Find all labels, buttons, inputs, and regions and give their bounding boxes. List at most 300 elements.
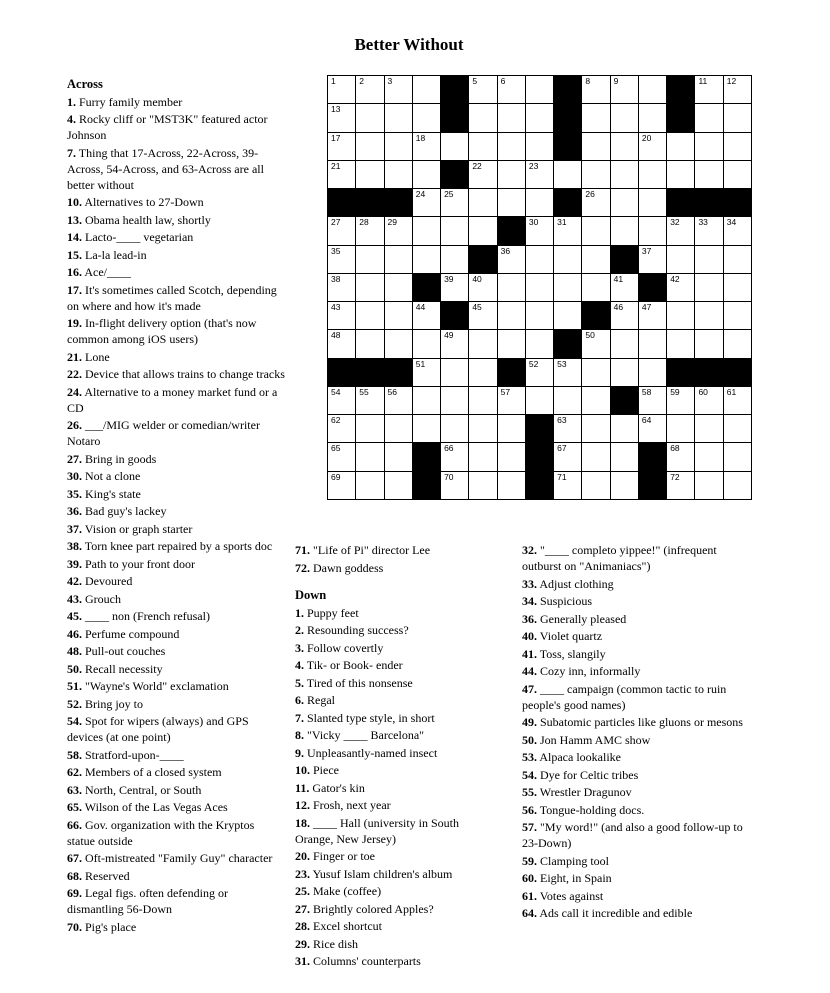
grid-cell[interactable] xyxy=(468,358,496,386)
grid-cell[interactable] xyxy=(355,103,383,131)
clue xyxy=(67,247,285,263)
clue-number: 1. xyxy=(295,605,304,620)
grid-cell[interactable] xyxy=(440,358,468,386)
clue xyxy=(522,576,744,592)
grid-cell[interactable] xyxy=(610,273,638,301)
grid-cell[interactable] xyxy=(666,301,694,329)
clue-number: 50. xyxy=(67,661,82,676)
grid-cell[interactable] xyxy=(384,471,412,499)
grid-cell[interactable] xyxy=(497,301,525,329)
grid-cell-black xyxy=(525,471,553,499)
grid-cell[interactable] xyxy=(694,442,722,470)
grid-cell[interactable] xyxy=(610,442,638,470)
grid-cell-black xyxy=(497,358,525,386)
clue xyxy=(67,782,285,798)
grid-cell[interactable] xyxy=(610,471,638,499)
grid-cell[interactable] xyxy=(723,245,751,273)
grid-cell[interactable] xyxy=(610,132,638,160)
clue-text: Brightly colored Apples? xyxy=(313,901,434,916)
clue-number: 11. xyxy=(295,780,310,795)
grid-cell[interactable] xyxy=(355,301,383,329)
clue xyxy=(67,486,285,502)
grid-cell[interactable] xyxy=(553,160,581,188)
grid-cell[interactable] xyxy=(581,132,609,160)
grid-cell[interactable] xyxy=(666,386,694,414)
grid-cell[interactable] xyxy=(525,386,553,414)
grid-cell[interactable] xyxy=(468,442,496,470)
grid-cell[interactable] xyxy=(610,75,638,103)
grid-cell[interactable] xyxy=(638,75,666,103)
grid-cell-black xyxy=(581,301,609,329)
grid-cell[interactable] xyxy=(610,160,638,188)
grid-cell[interactable] xyxy=(327,216,355,244)
grid-cell-black xyxy=(553,188,581,216)
clue-number: 52. xyxy=(67,696,82,711)
clue-text: Reserved xyxy=(85,868,130,883)
cell-number: 69 xyxy=(331,471,341,482)
grid-cell[interactable] xyxy=(355,442,383,470)
grid-cell[interactable] xyxy=(355,75,383,103)
clue-text: Lacto-____ vegetarian xyxy=(85,230,194,244)
clue-text: Pig's place xyxy=(85,919,137,934)
grid-cell[interactable] xyxy=(638,414,666,442)
clue-number: 26. xyxy=(67,418,82,432)
grid-cell[interactable] xyxy=(638,132,666,160)
grid-cell-black xyxy=(412,273,440,301)
cell-number: 29 xyxy=(387,217,397,228)
grid-cell[interactable] xyxy=(638,386,666,414)
grid-cell[interactable] xyxy=(355,132,383,160)
clue-text: Path to your front door xyxy=(85,556,195,571)
grid-cell[interactable] xyxy=(553,245,581,273)
puzzle-title: Better Without xyxy=(354,35,464,54)
clue-text: Frosh, next year xyxy=(313,798,391,812)
grid-cell[interactable] xyxy=(412,414,440,442)
grid-cell[interactable] xyxy=(497,273,525,301)
grid-cell[interactable] xyxy=(553,301,581,329)
grid-cell[interactable] xyxy=(581,442,609,470)
grid-cell[interactable] xyxy=(666,329,694,357)
grid-cell[interactable] xyxy=(468,386,496,414)
clue xyxy=(522,802,744,818)
clue xyxy=(67,521,285,537)
grid-cell[interactable] xyxy=(723,386,751,414)
grid-cell[interactable] xyxy=(440,442,468,470)
grid-cell[interactable] xyxy=(384,386,412,414)
clue-text: Gov. organization with the Kryptos statue outside xyxy=(67,817,255,848)
grid-cell[interactable] xyxy=(384,132,412,160)
grid-cell[interactable] xyxy=(384,414,412,442)
grid-cell[interactable] xyxy=(638,358,666,386)
clue xyxy=(295,883,495,899)
grid-cell[interactable] xyxy=(694,132,722,160)
grid-cell[interactable] xyxy=(497,160,525,188)
clue-text: Thing that 17-Across, 22-Across, 39-Across, 54-Across, and 63-Across are all better without xyxy=(67,145,264,192)
grid-cell[interactable] xyxy=(384,103,412,131)
clue-number: 43. xyxy=(67,591,82,606)
grid-cell[interactable] xyxy=(327,414,355,442)
grid-cell[interactable] xyxy=(694,245,722,273)
grid-cell[interactable] xyxy=(723,103,751,131)
clue-text: Generally pleased xyxy=(540,611,627,626)
grid-cell[interactable] xyxy=(581,216,609,244)
grid-cell[interactable] xyxy=(581,471,609,499)
grid-cell[interactable] xyxy=(440,273,468,301)
grid-cell-black xyxy=(384,358,412,386)
grid-cell[interactable] xyxy=(355,216,383,244)
grid-cell[interactable] xyxy=(638,329,666,357)
grid-cell[interactable] xyxy=(384,75,412,103)
grid-cell[interactable] xyxy=(553,442,581,470)
grid-cell[interactable] xyxy=(497,188,525,216)
across-clue-list-continued xyxy=(295,542,495,576)
grid-cell[interactable] xyxy=(327,273,355,301)
crossword-grid xyxy=(327,75,752,500)
clue xyxy=(522,681,744,713)
clue-text: Bad guy's lackey xyxy=(85,504,167,518)
grid-cell[interactable] xyxy=(384,301,412,329)
grid-cell[interactable] xyxy=(468,414,496,442)
cell-number: 5 xyxy=(472,76,478,86)
clue xyxy=(522,749,744,765)
clue-number: 15. xyxy=(67,247,82,262)
grid-cell[interactable] xyxy=(525,132,553,160)
grid-cell-black xyxy=(694,188,722,216)
grid-cell[interactable] xyxy=(723,471,751,499)
grid-cell[interactable] xyxy=(440,329,468,357)
grid-cell[interactable] xyxy=(440,471,468,499)
clue-number: 45. xyxy=(67,609,82,623)
grid-cell[interactable] xyxy=(497,329,525,357)
grid-cell[interactable] xyxy=(525,75,553,103)
grid-cell[interactable] xyxy=(723,273,751,301)
clue xyxy=(295,542,495,558)
clue xyxy=(295,866,495,882)
clue-text: Members of a closed system xyxy=(85,765,222,779)
clue xyxy=(67,747,285,763)
grid-cell[interactable] xyxy=(384,442,412,470)
clue-text: Tongue-holding docs. xyxy=(539,802,645,817)
clue-text: Votes against xyxy=(539,888,604,903)
grid-cell[interactable] xyxy=(440,386,468,414)
grid-cell[interactable] xyxy=(525,216,553,244)
grid-cell[interactable] xyxy=(468,160,496,188)
cell-number: 27 xyxy=(331,217,341,228)
grid-cell[interactable] xyxy=(525,103,553,131)
grid-cell[interactable] xyxy=(610,329,638,357)
cell-number: 43 xyxy=(331,302,341,313)
grid-cell[interactable] xyxy=(638,188,666,216)
grid-cell[interactable] xyxy=(497,471,525,499)
grid-cell[interactable] xyxy=(581,160,609,188)
grid-cell[interactable] xyxy=(412,103,440,131)
cell-number: 60 xyxy=(698,386,708,397)
grid-cell[interactable] xyxy=(525,273,553,301)
grid-cell[interactable] xyxy=(355,245,383,273)
grid-cell[interactable] xyxy=(327,301,355,329)
clue xyxy=(295,560,495,576)
clue-number: 66. xyxy=(67,817,82,832)
grid-cell[interactable] xyxy=(666,216,694,244)
clue xyxy=(295,622,495,638)
grid-cell[interactable] xyxy=(355,160,383,188)
grid-cell[interactable] xyxy=(497,103,525,131)
grid-cell[interactable] xyxy=(638,301,666,329)
grid-cell[interactable] xyxy=(610,301,638,329)
grid-cell[interactable] xyxy=(694,329,722,357)
grid-cell[interactable] xyxy=(412,75,440,103)
grid-cell[interactable] xyxy=(694,471,722,499)
grid-cell[interactable] xyxy=(497,414,525,442)
grid-cell[interactable] xyxy=(553,471,581,499)
grid-cell[interactable] xyxy=(525,160,553,188)
grid-cell[interactable] xyxy=(384,329,412,357)
grid-cell[interactable] xyxy=(468,75,496,103)
cell-number: 61 xyxy=(726,386,737,397)
grid-cell[interactable] xyxy=(723,414,751,442)
clue-text: "Life of Pi" director Lee xyxy=(313,543,431,557)
clue-number: 55. xyxy=(522,785,537,799)
grid-cell[interactable] xyxy=(497,386,525,414)
grid-cell[interactable] xyxy=(581,414,609,442)
grid-cell[interactable] xyxy=(666,471,694,499)
grid-cell[interactable] xyxy=(525,188,553,216)
grid-cell[interactable] xyxy=(553,273,581,301)
grid-cell[interactable] xyxy=(468,301,496,329)
grid-cell[interactable] xyxy=(581,103,609,131)
grid-cell[interactable] xyxy=(581,273,609,301)
clue-number: 67. xyxy=(67,851,82,865)
grid-cell[interactable] xyxy=(412,329,440,357)
grid-cell[interactable] xyxy=(666,132,694,160)
grid-cell[interactable] xyxy=(384,160,412,188)
clue-text: Columns' counterparts xyxy=(313,954,421,968)
grid-cell[interactable] xyxy=(666,160,694,188)
clue-number: 3. xyxy=(295,640,304,655)
grid-cell[interactable] xyxy=(327,442,355,470)
grid-cell[interactable] xyxy=(666,442,694,470)
grid-cell[interactable] xyxy=(327,160,355,188)
cell-number: 21 xyxy=(331,160,341,171)
grid-cell[interactable] xyxy=(694,386,722,414)
grid-cell[interactable] xyxy=(525,329,553,357)
clue-number: 44. xyxy=(522,664,537,678)
cell-number: 33 xyxy=(698,217,708,228)
grid-cell[interactable] xyxy=(638,216,666,244)
grid-cell[interactable] xyxy=(497,245,525,273)
cell-number: 6 xyxy=(500,76,506,86)
clue-text: Eight, in Spain xyxy=(540,871,612,885)
cell-number: 63 xyxy=(557,415,567,426)
clue-text: ____ Hall (university in South Orange, New Jersey) xyxy=(295,815,459,846)
clue-number: 58. xyxy=(67,747,82,762)
grid-cell[interactable] xyxy=(581,329,609,357)
grid-cell[interactable] xyxy=(327,103,355,131)
grid-cell[interactable] xyxy=(694,414,722,442)
grid-cell[interactable] xyxy=(468,103,496,131)
grid-cell[interactable] xyxy=(412,386,440,414)
clue-number: 36. xyxy=(67,504,82,518)
grid-cell[interactable] xyxy=(610,216,638,244)
grid-cell[interactable] xyxy=(440,132,468,160)
grid-cell[interactable] xyxy=(581,75,609,103)
grid-cell[interactable] xyxy=(694,301,722,329)
grid-cell[interactable] xyxy=(638,160,666,188)
clue-number: 48. xyxy=(67,644,82,658)
grid-cell[interactable] xyxy=(468,216,496,244)
grid-cell[interactable] xyxy=(497,442,525,470)
clue xyxy=(67,503,285,519)
cell-number: 68 xyxy=(670,443,680,454)
clue-text: Puppy feet xyxy=(307,605,359,620)
grid-cell[interactable] xyxy=(610,103,638,131)
grid-cell[interactable] xyxy=(694,216,722,244)
clue xyxy=(295,780,495,796)
grid-cell[interactable] xyxy=(694,103,722,131)
clue-text: Rice dish xyxy=(313,936,358,951)
grid-cell[interactable] xyxy=(327,329,355,357)
grid-cell[interactable] xyxy=(694,160,722,188)
clue-text: North, Central, or South xyxy=(85,782,202,797)
grid-cell[interactable] xyxy=(412,216,440,244)
grid-cell[interactable] xyxy=(440,414,468,442)
grid-cell[interactable] xyxy=(694,273,722,301)
grid-cell[interactable] xyxy=(723,329,751,357)
grid-cell[interactable] xyxy=(723,216,751,244)
clue-text: Devoured xyxy=(85,574,133,588)
grid-cell[interactable] xyxy=(412,132,440,160)
grid-cell[interactable] xyxy=(525,245,553,273)
grid-cell[interactable] xyxy=(610,188,638,216)
grid-cell[interactable] xyxy=(327,386,355,414)
clue-number: 12. xyxy=(295,798,310,812)
clue-number: 57. xyxy=(522,820,537,834)
grid-cell[interactable] xyxy=(468,471,496,499)
clue-text: Bring in goods xyxy=(85,451,157,466)
grid-cell[interactable] xyxy=(666,414,694,442)
grid-cell[interactable] xyxy=(638,245,666,273)
grid-cell[interactable] xyxy=(440,188,468,216)
grid-cell[interactable] xyxy=(327,471,355,499)
clue-text: Finger or toe xyxy=(313,849,375,863)
grid-cell[interactable] xyxy=(384,245,412,273)
grid-cell[interactable] xyxy=(355,386,383,414)
grid-cell[interactable] xyxy=(355,273,383,301)
clue-text: Torn knee part repaired by a sports doc xyxy=(84,539,273,553)
clue xyxy=(67,868,285,884)
clue-text: Clamping tool xyxy=(540,853,609,868)
grid-cell[interactable] xyxy=(412,160,440,188)
grid-cell[interactable] xyxy=(468,132,496,160)
grid-cell[interactable] xyxy=(440,245,468,273)
grid-cell[interactable] xyxy=(581,358,609,386)
clue xyxy=(295,710,495,726)
clue-text: Resounding success? xyxy=(307,623,409,637)
grid-cell[interactable] xyxy=(694,75,722,103)
clue xyxy=(67,384,285,416)
grid-cell[interactable] xyxy=(355,329,383,357)
clue-number: 71. xyxy=(295,543,310,557)
clue xyxy=(67,799,285,815)
clue xyxy=(295,953,495,969)
grid-cell[interactable] xyxy=(412,245,440,273)
clue-text: It's sometimes called Scotch, depending on where and how it's made xyxy=(67,282,277,313)
clue xyxy=(295,762,495,778)
grid-cell[interactable] xyxy=(384,216,412,244)
grid-cell[interactable] xyxy=(638,103,666,131)
grid-cell[interactable] xyxy=(497,75,525,103)
grid-cell[interactable] xyxy=(581,386,609,414)
cell-number: 3 xyxy=(387,76,393,86)
clue-number: 54. xyxy=(67,714,82,728)
grid-cell[interactable] xyxy=(468,188,496,216)
clue-number: 27. xyxy=(295,901,310,916)
clue xyxy=(67,696,285,712)
clue-number: 8. xyxy=(295,728,304,742)
cell-number: 23 xyxy=(528,160,539,171)
grid-cell[interactable] xyxy=(553,414,581,442)
clue-number: 53. xyxy=(522,750,537,764)
clue-number: 13. xyxy=(67,212,82,227)
grid-cell[interactable] xyxy=(723,160,751,188)
clue xyxy=(67,556,285,572)
cell-number: 40 xyxy=(472,273,482,284)
grid-cell[interactable] xyxy=(412,358,440,386)
cell-number: 20 xyxy=(641,132,652,143)
grid-cell-black xyxy=(327,358,355,386)
grid-cell[interactable] xyxy=(525,358,553,386)
grid-cell[interactable] xyxy=(723,132,751,160)
grid-cell[interactable] xyxy=(723,75,751,103)
grid-cell[interactable] xyxy=(666,245,694,273)
grid-cell[interactable] xyxy=(355,414,383,442)
cell-number: 31 xyxy=(557,217,567,228)
grid-cell[interactable] xyxy=(553,216,581,244)
grid-cell[interactable] xyxy=(327,132,355,160)
clue xyxy=(67,608,285,624)
grid-cell[interactable] xyxy=(723,442,751,470)
grid-cell[interactable] xyxy=(497,132,525,160)
clue-text: Dawn goddess xyxy=(313,560,384,575)
clue-text: Legal figs. often defending or dismantling 56-Down xyxy=(67,886,228,916)
grid-cell[interactable] xyxy=(440,216,468,244)
grid-cell[interactable] xyxy=(581,188,609,216)
grid-cell[interactable] xyxy=(468,273,496,301)
grid-cell[interactable] xyxy=(355,471,383,499)
grid-cell[interactable] xyxy=(468,329,496,357)
clue-text: Stratford-upon-____ xyxy=(85,747,184,762)
grid-cell[interactable] xyxy=(412,301,440,329)
grid-cell[interactable] xyxy=(525,301,553,329)
clue-number: 72. xyxy=(295,560,310,575)
grid-cell[interactable] xyxy=(553,358,581,386)
grid-cell[interactable] xyxy=(581,245,609,273)
grid-cell[interactable] xyxy=(327,245,355,273)
grid-cell[interactable] xyxy=(666,273,694,301)
clue-text: Excel shortcut xyxy=(313,919,382,933)
clue-text: Alternatives to 27-Down xyxy=(84,195,204,209)
grid-cell[interactable] xyxy=(412,188,440,216)
clue-text: Tired of this nonsense xyxy=(306,675,413,690)
grid-cell[interactable] xyxy=(553,386,581,414)
grid-cell[interactable] xyxy=(723,301,751,329)
grid-cell[interactable] xyxy=(610,414,638,442)
grid-cell-black xyxy=(610,386,638,414)
grid-cell[interactable] xyxy=(610,358,638,386)
grid-cell[interactable] xyxy=(327,75,355,103)
grid-cell[interactable] xyxy=(384,273,412,301)
clue-text: Wrestler Dragunov xyxy=(539,785,632,799)
